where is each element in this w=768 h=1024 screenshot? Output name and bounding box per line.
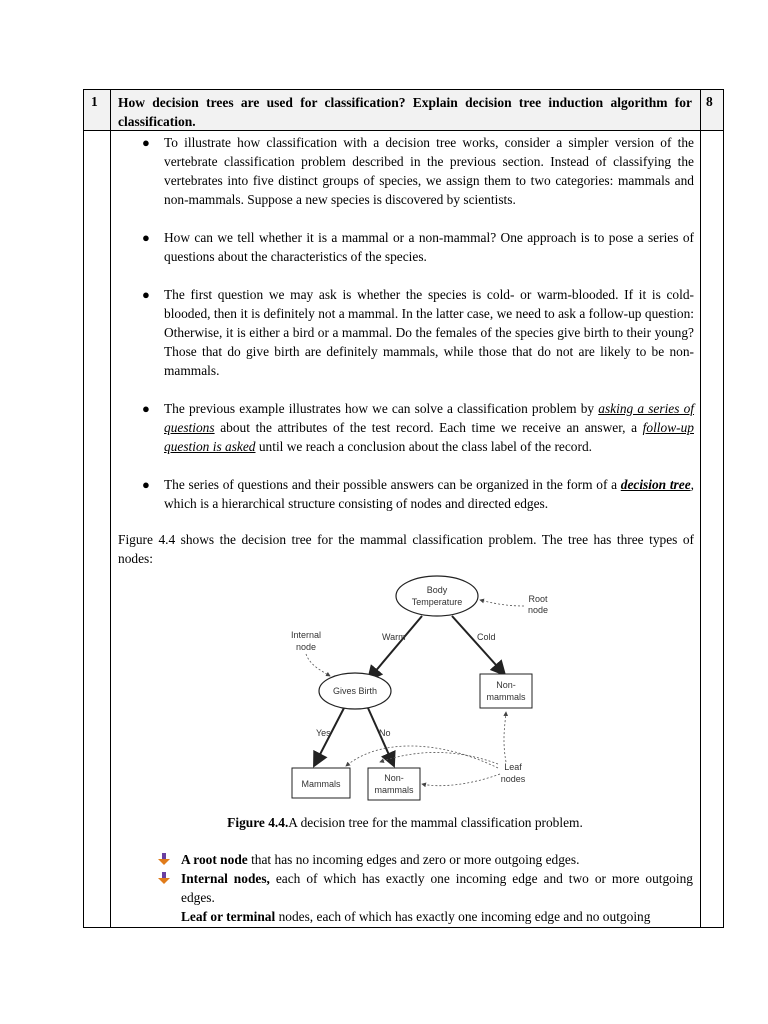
leaf-annotation-line1: Leaf	[504, 762, 522, 772]
leaf-arrow-to-nonmammals-1	[504, 712, 506, 762]
edge-label-warm: Warm	[382, 632, 406, 642]
internal-annotation-line1: Internal	[290, 630, 322, 640]
edge-cold	[452, 616, 505, 675]
bullet-item	[142, 285, 694, 380]
node-type-term: A root node	[181, 852, 248, 867]
question-title: How decision trees are used for classification? Explain decision tree induction algorithm for classification.	[118, 95, 692, 129]
node-type-item	[181, 907, 693, 926]
leaf-arrow-to-nonmammals-2	[380, 752, 498, 764]
bullet-text-part: The series of questions and their possible answers can be organized in the form of a	[164, 477, 621, 492]
down-arrow-icon	[157, 852, 171, 866]
node-type-text: nodes, each of which has exactly one incoming edge and no outgoing	[275, 909, 651, 924]
bullet-text: The first question we may ask is whether the species is cold- or warm-blooded. If it is cold-blooded, then it is definitely not a mammal. In the latter case, we need to ask a follow-up question: Otherwise, it is either a bird or a mammal. Do the females of the species give birth to their young? Those that do give birth are definitely mammals, while those that do not are likely to be non-mammals.	[164, 287, 694, 378]
root-annotation-line1: Root	[528, 594, 548, 604]
figure-caption-label: Figure 4.4.	[227, 815, 289, 830]
internal-annotation-arrow	[306, 654, 330, 676]
bullet-dot-icon: ●	[142, 287, 150, 302]
root-node-ellipse	[396, 576, 478, 616]
bullet-item	[142, 133, 694, 209]
internal-annotation-line2: node	[295, 642, 317, 652]
column-divider	[110, 90, 111, 927]
edge-label-yes: Yes	[316, 728, 331, 738]
bullet-dot-icon: ●	[142, 230, 150, 245]
non-mammals-2-text-b: mammals	[374, 785, 414, 795]
edge-label-cold: Cold	[477, 632, 496, 642]
figure-intro-paragraph: Figure 4.4 shows the decision tree for the mammal classification problem. The tree has three types of nodes:	[118, 532, 694, 566]
decision-tree-figure	[270, 570, 560, 810]
question-marks: 8	[706, 94, 713, 109]
node-type-term: Leaf or terminal	[181, 909, 276, 924]
bullet-text-part: , which is a hierarchical structure consisting of nodes and directed edges.	[164, 477, 694, 511]
emphasis-decision-tree: decision tree	[620, 477, 691, 492]
bullet-item	[142, 475, 694, 513]
leaf-arrow-to-mammals	[346, 746, 498, 768]
bullet-item	[142, 399, 695, 456]
bullet-dot-icon: ●	[142, 477, 150, 492]
edge-label-no: No	[379, 728, 391, 738]
root-annotation-arrow	[480, 600, 524, 606]
bullet-text-part: about the attributes of the test record. Each time we receive an answer, a	[214, 420, 643, 435]
mammals-text: Mammals	[301, 779, 341, 789]
root-node-text-1: Body	[426, 585, 448, 595]
column-divider	[700, 90, 701, 927]
node-type-text: that has no incoming edges and zero or more outgoing edges.	[247, 852, 580, 867]
bullet-text: How can we tell whether it is a mammal or a non-mammal? One approach is to pose a series of questions about the characteristics of the species.	[164, 230, 694, 264]
node-type-item	[181, 869, 693, 907]
bullet-dot-icon: ●	[142, 401, 150, 416]
bullet-item	[142, 228, 694, 266]
non-mammals-1-text-a: Non-	[496, 680, 516, 690]
bullet-text-part: until we reach a conclusion about the class label of the record.	[255, 439, 592, 454]
figure-caption	[117, 813, 693, 832]
node-type-text: each of which has exactly one incoming edge and two or more outgoing edges.	[181, 871, 693, 905]
node-type-item	[181, 850, 693, 869]
root-node-text-2: Temperature	[411, 597, 463, 607]
bullet-text-part: The previous example illustrates how we can solve a classification problem by	[164, 401, 599, 416]
down-arrow-icon	[157, 871, 171, 885]
bullet-dot-icon: ●	[142, 135, 150, 150]
leaf-arrow-bottom	[422, 774, 500, 786]
gives-birth-text: Gives Birth	[332, 686, 378, 696]
bullet-text: To illustrate how classification with a decision tree works, consider a simpler version of the vertebrate classification problem described in the previous section. Instead of classifying the vertebrates into five distinct groups of species, we assign them to two categories: mammals and non-mammals. Suppose a new species is discovered by scientists.	[164, 135, 694, 207]
leaf-annotation-line2: nodes	[500, 774, 526, 784]
figure-caption-text: A decision tree for the mammal classification problem.	[288, 815, 583, 830]
non-mammals-2-text-a: Non-	[384, 773, 404, 783]
emphasis-asking-questions: asking a series of questions	[164, 401, 695, 435]
non-mammals-1-text-b: mammals	[486, 692, 526, 702]
emphasis-follow-up: follow-up question is asked	[164, 420, 694, 454]
question-number: 1	[91, 94, 98, 109]
edge-warm	[368, 616, 422, 680]
node-type-term: Internal nodes,	[181, 871, 270, 886]
root-annotation-line2: node	[527, 605, 549, 615]
